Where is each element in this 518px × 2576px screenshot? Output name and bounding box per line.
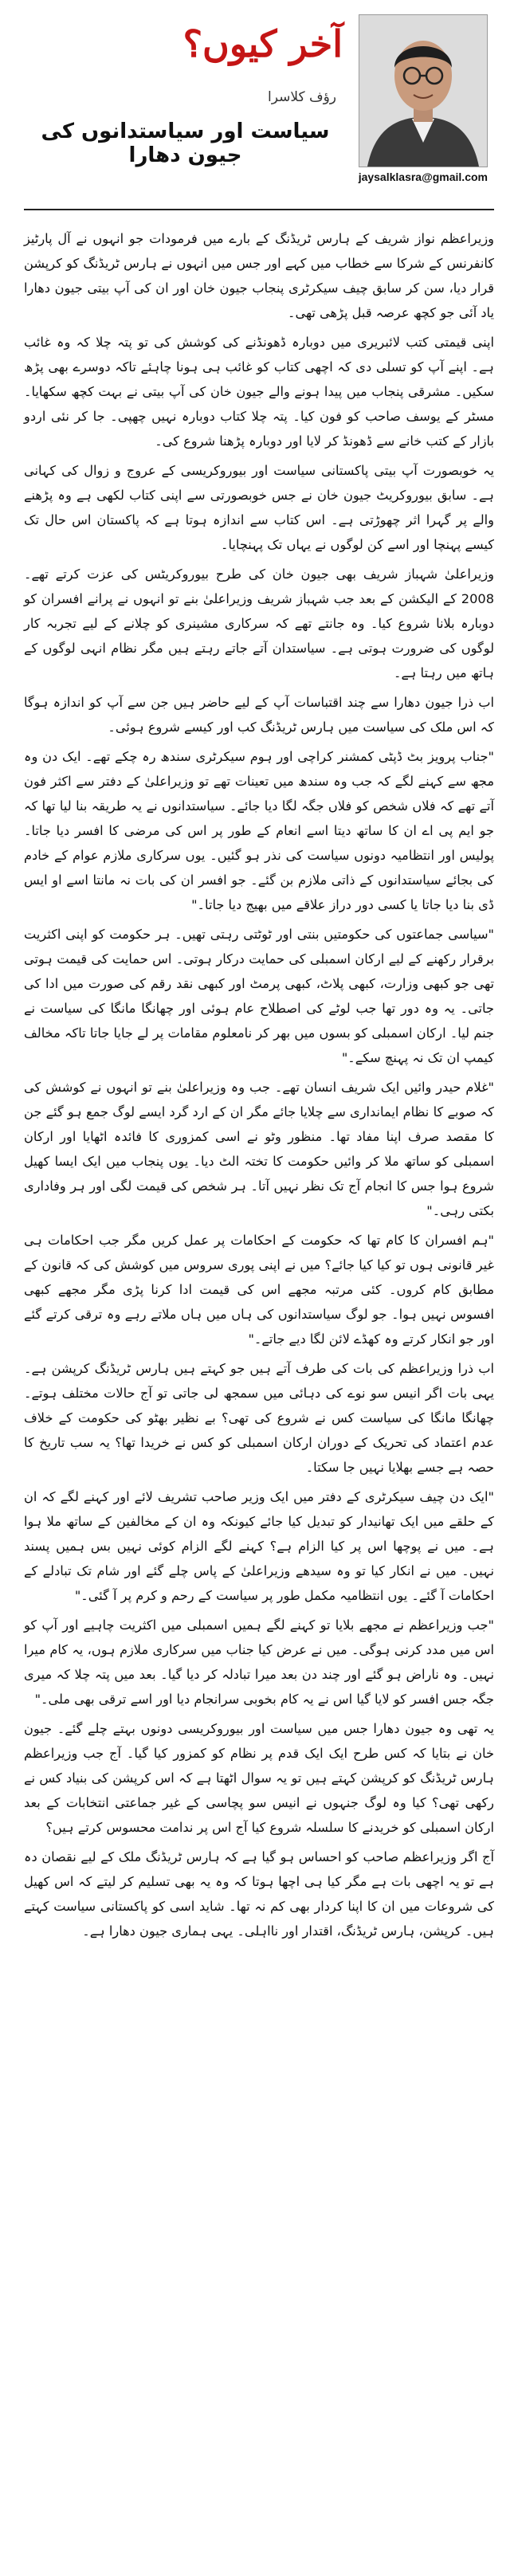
author-portrait: [359, 14, 488, 167]
article-paragraph: "ہم افسران کا کام تھا کہ حکومت کے احکامات پر عمل کریں مگر جب احکامات ہی غیر قانونی ہوں تو کیا کیا جائے؟ میں نے اپنی پوری سروس میں کوشش کی کہ قانون کے مطابق کام کروں۔ کئی مرتبہ مجھے اس کی قیمت ادا کرنا پڑی مگر مجھے کبھی افسوس نہیں ہوا۔ جو لوگ سیاستدانوں کی ہاں میں ہاں ملاتے رہے وہ ترقی کرتے گئے اور جو انکار کرتے وہ کھڈے لائن لگا دیے جاتے۔": [24, 1233, 494, 1347]
article-paragraph: اب ذرا وزیراعظم کی بات کی طرف آتے ہیں جو کہتے ہیں ہارس ٹریڈنگ کرپشن ہے۔ یہی بات اگر انیس سو نوے کی دہائی میں سمجھ لی جاتی تو آج حالات مختلف ہوتے۔ چھانگا مانگا کی سیاست کس نے شروع کی تھی؟ بے نظیر بھٹو کی حکومت کے خلاف عدم اعتماد کی تحریک کے دوران ارکان اسمبلی کو کس نے خریدا تھا؟ یہ سب تاریخ کا حصہ ہے جسے بھلایا نہیں جا سکتا۔: [24, 1361, 494, 1475]
article-paragraph: "غلام حیدر وائیں ایک شریف انسان تھے۔ جب وہ وزیراعلیٰ بنے تو انہوں نے کوشش کی کہ صوبے کا نظام ایمانداری سے چلایا جائے مگر ان کے ارد گرد ایسے لوگ جمع ہو گئے جن کا مقصد صرف اپنا مفاد تھا۔ منظور وٹو نے اسی کمزوری کا فائدہ اٹھایا اور ارکان اسمبلی کو ساتھ ملا کر وائیں حکومت کا تختہ الٹ دیا۔ یوں پنجاب میں ایک ایسا کھیل شروع ہوا جس کا انجام آج تک نظر نہیں آتا۔ ہر شخص کی قیمت لگی اور ہر وفاداری بکتی رہی۔": [24, 1080, 494, 1218]
column-masthead: [24, 0, 494, 210]
article-paragraph: "سیاسی جماعتوں کی حکومتیں بنتی اور ٹوٹتی رہتی تھیں۔ ہر حکومت کو اپنی اکثریت برقرار رکھنے کے لیے ارکان اسمبلی کی حمایت درکار ہوتی۔ اس حمایت کی قیمت ہوتی تھی جو کبھی وزارت، کبھی پلاٹ، کبھی پرمٹ اور کبھی نقد رقم کی صورت میں ادا کی جاتی۔ یہ وہ دور تھا جب لوٹے کی اصطلاح عام ہوئی اور چھانگا مانگا کی سیاست نے جنم لیا۔ ارکان اسمبلی کو بسوں میں بھر کر نامعلوم مقامات پر لے جایا جاتا تاکہ مخالف کیمپ ان تک نہ پہنچ سکے۔": [24, 927, 494, 1065]
article-paragraph: آج اگر وزیراعظم صاحب کو احساس ہو گیا ہے کہ ہارس ٹریڈنگ ملک کے لیے نقصان دہ ہے تو یہ اچھی بات ہے مگر کیا ہی اچھا ہوتا کہ وہ یہ بھی تسلیم کر لیتے کہ اس کھیل کی شروعات میں ان کا اپنا کردار بھی کم نہ تھا۔ شاید اسی کو پاکستانی سیاست کہتے ہیں۔ کرپشن، ہارس ٹریڈنگ، اقتدار اور نااہلی۔ یہی ہماری جیون دھارا ہے۔: [24, 1849, 494, 1939]
author-email: jaysalklasra@gmail.com: [358, 171, 488, 183]
article-headline: سیاست اور سیاستدانوں کی جیون دھارا: [41, 120, 330, 167]
article-paragraph: یہ تھی وہ جیون دھارا جس میں سیاست اور بیوروکریسی دونوں بہتے چلے گئے۔ جیون خان نے بتایا کہ کس طرح ایک ایک قدم پر نظام کو کمزور کیا گیا۔ آج جب وزیراعظم ہارس ٹریڈنگ کو کرپشن کہتے ہیں تو یہ سوال اٹھتا ہے کہ اس کرپشن کی بنیاد کس نے رکھی تھی؟ کیا وہ لوگ جنہوں نے انیس سو پچاسی کے غیر جماعتی انتخابات کے بعد ارکان اسمبلی کو خریدنے کا سلسلہ شروع کیا آج اس پر ندامت محسوس کرتے ہیں؟: [24, 1721, 494, 1835]
article-paragraph: یہ خوبصورت آپ بیتی پاکستانی سیاست اور بیوروکریسی کے عروج و زوال کی کہانی ہے۔ سابق بیوروکریٹ جیون خان نے جس خوبصورتی سے اپنی کتاب لکھی ہے وہ پڑھنے والے پر گہرا اثر چھوڑتی ہے۔ اس کتاب سے اندازہ ہوتا ہے کہ پاکستان اس حال تک کیسے پہنچا اور اسے کن لوگوں نے یہاں تک پہنچایا۔: [24, 463, 494, 552]
article-paragraph: "جب وزیراعظم نے مجھے بلایا تو کہنے لگے ہمیں اسمبلی میں اکثریت چاہیے اور آپ کو اس میں مدد کرنی ہوگی۔ میں نے عرض کیا جناب میں سرکاری ملازم ہوں، یہ کام میرا نہیں۔ وہ ناراض ہو گئے اور چند دن بعد میرا تبادلہ کر دیا گیا۔ بعد میں پتہ چلا کہ میری جگہ جس افسر کو لایا گیا اس نے یہ کام بخوبی سرانجام دیا اور اسے ترقی بھی ملی۔": [24, 1617, 494, 1707]
author-name: رؤف کلاسرا: [267, 89, 336, 105]
article-paragraph: اپنی قیمتی کتب لائبریری میں دوبارہ ڈھونڈنے کی کوشش کی تو پتہ چلا کہ وہ غائب ہے۔ اپنے آپ کو تسلی دی کہ اچھی کتاب کو غائب ہی ہونا چاہئے تاکہ دوسرے بھی پڑھ سکیں۔ مشرقی پنجاب میں پیدا ہونے والے جیون خان کی آپ بیتی نے بہت کچھ سکھایا۔ مسٹر کے یوسف صاحب کو فون کیا۔ پتہ چلا کتاب دوبارہ نہیں چھپی۔ جا کر نئی اردو بازار کے کتب خانے سے ڈھونڈ کر لایا اور دوبارہ پڑھنا شروع کی۔: [24, 335, 494, 449]
article-paragraph: وزیراعلیٰ شہباز شریف بھی جیون خان کی طرح بیوروکریٹس کی عزت کرتے تھے۔ 2008 کے الیکشن کے بعد جب شہباز شریف وزیراعلیٰ بنے تو انہوں نے پرانے افسران کو دوبارہ بلانا شروع کیا۔ وہ جانتے تھے کہ سرکاری مشینری کو چلانے کے لیے تجربہ کار لوگوں کی ضرورت ہوتی ہے۔ سیاستدان آتے جاتے رہتے ہیں مگر نظام انہی لوگوں کے ہاتھ میں رہتا ہے۔: [24, 567, 494, 680]
author-portrait-image: [359, 15, 487, 167]
article-paragraph: وزیراعظم نواز شریف کے ہارس ٹریڈنگ کے بارے میں فرمودات جو انہوں نے آل پارٹیز کانفرنس کے شرکا سے خطاب میں کہے اور جس میں انہوں نے ہارس ٹریڈنگ کو کرپشن قرار دیا، سن کر سابق چیف سیکرٹری پنجاب جیون خان اور ان کی آپ بیتی جیون دھارا یاد آئی جو کچھ عرصہ قبل پڑھی تھی۔: [24, 231, 494, 320]
article-body: [24, 226, 494, 1943]
column-name: آخر کیوں؟: [182, 22, 343, 65]
article-paragraph: اب ذرا جیون دھارا سے چند اقتباسات آپ کے لیے حاضر ہیں جن سے آپ کو اندازہ ہوگا کہ اس ملک کی سیاست میں ہارس ٹریڈنگ کب اور کیسے شروع ہوئی۔: [24, 695, 494, 735]
article-paragraph: "ایک دن چیف سیکرٹری کے دفتر میں ایک وزیر صاحب تشریف لائے اور کہنے لگے کہ ان کے حلقے میں ایک تھانیدار کو تبدیل کیا جائے کیونکہ وہ ان کے مخالفین کے ساتھ ملا ہوا ہے۔ میں نے پوچھا اس پر کیا الزام ہے؟ کہنے لگے الزام کوئی نہیں بس ہمیں پسند نہیں۔ میں نے انکار کیا تو وہ سیدھے وزیراعلیٰ کے پاس چلے گئے اور شام تک تبادلے کے احکامات آ گئے۔ یوں انتظامیہ مکمل طور پر سیاست کے رحم و کرم پر آ گئی۔": [24, 1489, 494, 1603]
article-paragraph: "جناب پرویز بٹ ڈپٹی کمشنر کراچی اور ہوم سیکرٹری سندھ رہ چکے تھے۔ ایک دن وہ مجھ سے کہنے لگے کہ جب وہ سندھ میں تعینات تھے تو وزیراعلیٰ کے دفتر سے اکثر فون آتے تھے کہ فلاں شخص کو فلاں جگہ لگا دیا جائے۔ سیاستدانوں نے یہ طریقہ بنا لیا تھا کہ جو ایم پی اے ان کا ساتھ دیتا اسے انعام کے طور پر اس کی مرضی کا افسر دیا جاتا۔ پولیس اور انتظامیہ دونوں سیاست کی نذر ہو گئیں۔ یوں سرکاری ملازم عوام کے خادم کی بجائے سیاستدانوں کے ذاتی ملازم بن گئے۔ جو افسر ان کی بات نہ مانتا اسے او ایس ڈی بنا دیا جاتا یا کسی دور دراز علاقے میں بھیج دیا جاتا۔": [24, 749, 494, 912]
